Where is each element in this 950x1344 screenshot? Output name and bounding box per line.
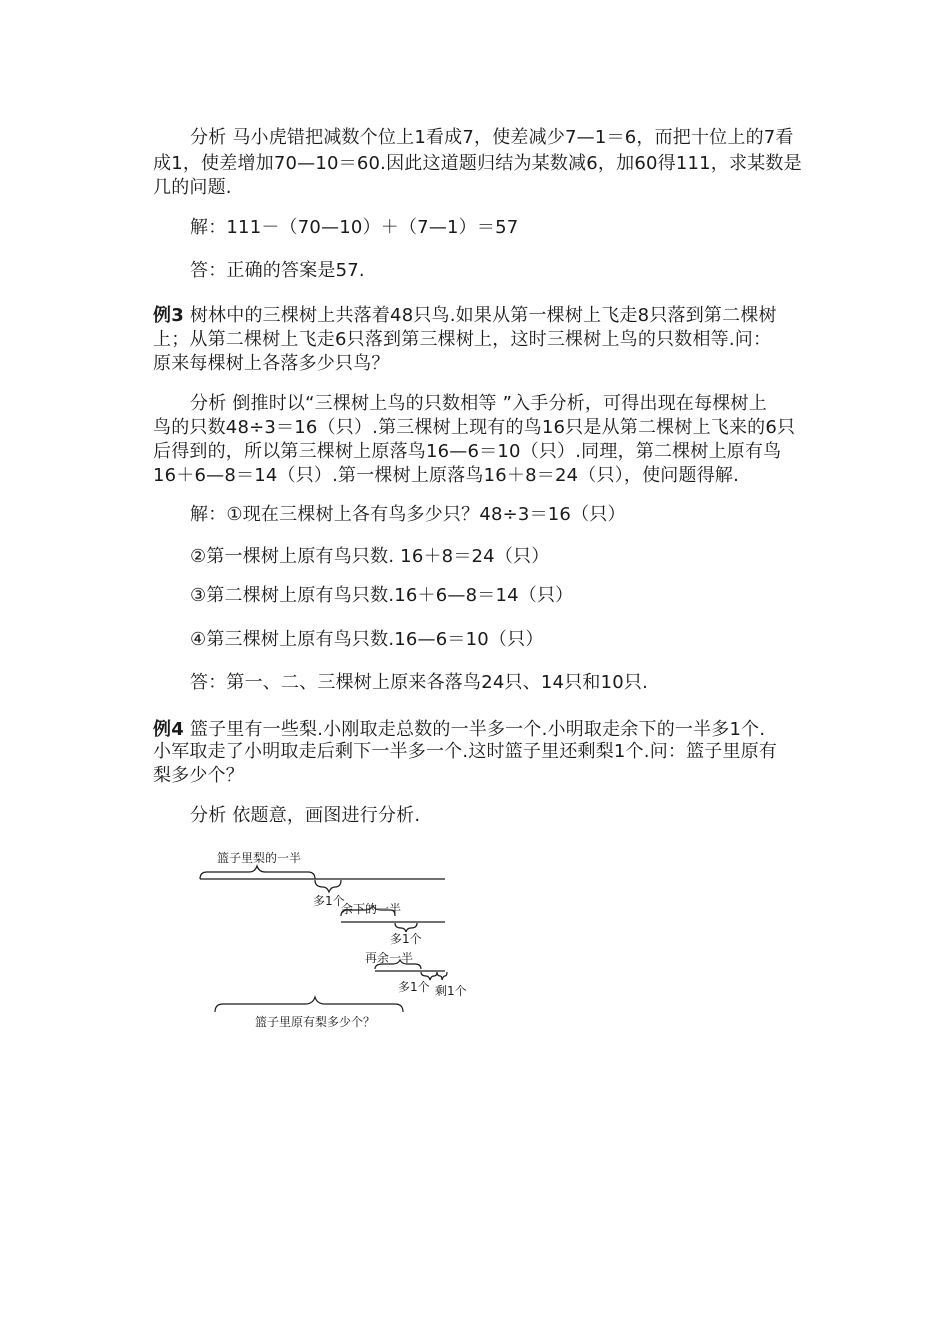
solution-3-step-4: ④第三棵树上原有鸟只数.16—6＝10（只） <box>190 629 544 650</box>
example-3-text: 树林中的三棵树上共落着48只鸟.如果从第一棵树上飞走8只落到第二棵树 <box>183 305 777 326</box>
label-more1-c: 多1个 <box>398 980 430 994</box>
solution-3-step-1: 解：①现在三棵树上各有鸟多少只？48÷3＝16（只） <box>190 504 626 525</box>
label-again-half: 再余一半 <box>365 951 414 965</box>
example-4-line-1 <box>153 718 765 742</box>
example-3-line-1 <box>153 304 777 328</box>
example-4-line-3: 梨多少个？ <box>153 765 244 786</box>
brace-more1-a <box>315 880 341 892</box>
analysis-3-line-1: 分析 倒推时以“三棵树上鸟的只数相等 ”入手分析，可得出现在每棵树上 <box>190 393 767 414</box>
solution-1: 解：111－（70—10）＋（7—1）＝57 <box>190 217 519 238</box>
label-left1: 剩1个 <box>435 984 467 998</box>
brace-total <box>215 997 403 1012</box>
label-more1-b: 多1个 <box>390 932 422 946</box>
label-half: 篮子里梨的一半 <box>217 851 302 865</box>
label-total: 篮子里原有梨多少个？ <box>255 1015 376 1029</box>
analysis-1-line-2: 成1，使差增加70—10＝60.因此这道题归结为某数减6，加60得111，求某数是 <box>153 153 802 174</box>
solution-3-step-3: ③第二棵树上原有鸟只数.16＋6—8＝14（只） <box>190 585 574 606</box>
example-4-text: 篮子里有一些梨.小刚取走总数的一半多一个.小明取走余下的一半多1个. <box>183 719 766 740</box>
answer-3: 答：第一、二、三棵树上原来各落鸟24只、14只和10只. <box>190 672 649 693</box>
brace-half <box>200 866 315 879</box>
analysis-1-line-3: 几的问题. <box>153 177 232 198</box>
analysis-3-line-3: 后得到的，所以第三棵树上原落鸟16—6＝10（只）.同理，第二棵树上原有鸟 <box>153 441 782 462</box>
example-4-label: 例4 <box>153 719 184 740</box>
analysis-1-line-1: 分析 马小虎错把减数个位上1看成7，使差减少7—1＝6，而把十位上的7看 <box>190 127 794 148</box>
analysis-3-line-4: 16＋6—8＝14（只）.第一棵树上原落鸟16＋8＝24（只），使问题得解. <box>153 465 740 486</box>
analysis-4: 分析 依题意，画图进行分析. <box>190 805 421 826</box>
label-remaining-half: 余下的一半 <box>341 902 402 916</box>
solution-3-step-2: ②第一棵树上原有鸟只数. 16＋8＝24（只） <box>190 546 550 567</box>
segment-diagram <box>195 842 485 1037</box>
brace-left1 <box>437 972 447 980</box>
brace-more1-c <box>421 972 437 980</box>
example-4-line-2: 小军取走了小明取走后剩下一半多一个.这时篮子里还剩梨1个.问：篮子里原有 <box>153 741 778 762</box>
example-3-line-3: 原来每棵树上各落多少只鸟？ <box>153 353 390 374</box>
brace-more1-b <box>395 923 417 932</box>
label-more1-a: 多1个 <box>313 894 345 908</box>
example-3-line-2: 上；从第二棵树上飞走6只落到第三棵树上，这时三棵树上鸟的只数相等.问： <box>153 329 772 350</box>
analysis-3-line-2: 鸟的只数48÷3＝16（只）.第三棵树上现有的鸟16只是从第二棵树上飞来的6只 <box>153 417 796 438</box>
answer-1: 答：正确的答案是57. <box>190 260 365 281</box>
example-3-label: 例3 <box>153 305 184 326</box>
